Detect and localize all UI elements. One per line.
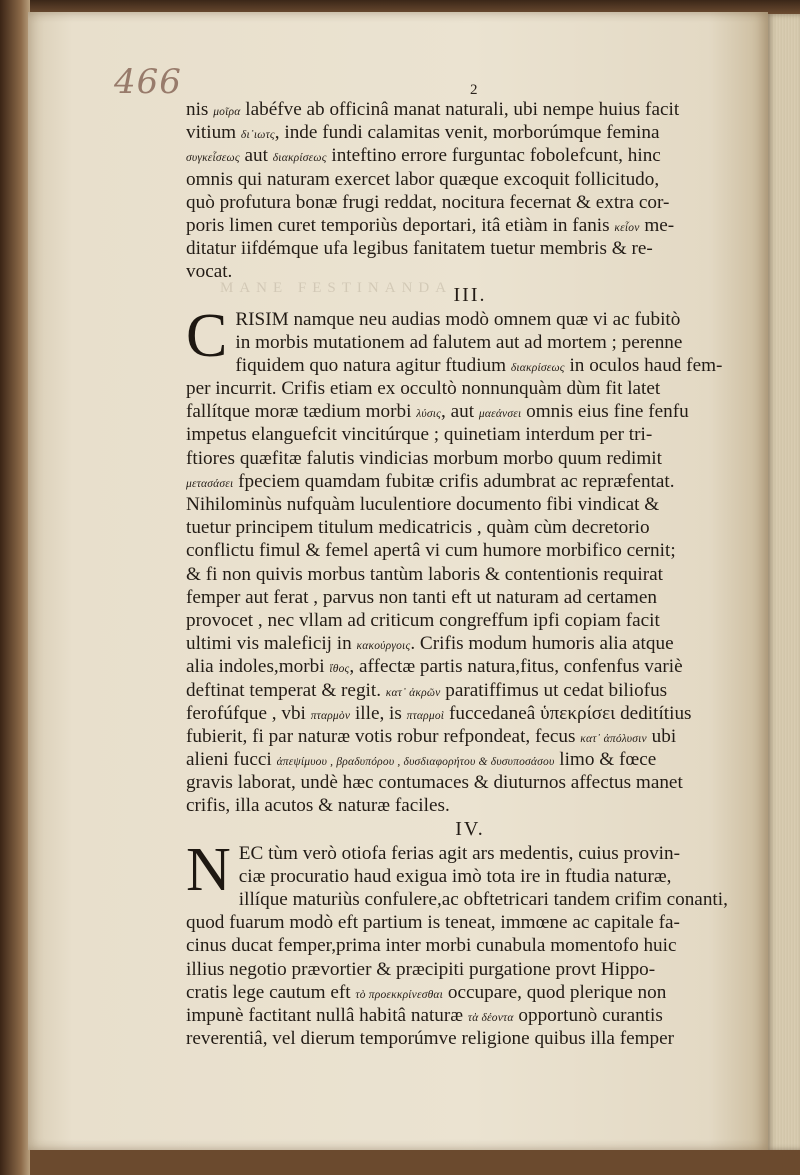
greek-term: διακρίσεως: [272, 152, 327, 165]
text-line: [186, 842, 754, 865]
latin-text: alia indoles,morbi: [186, 656, 330, 678]
text-line: [186, 981, 754, 1004]
text-line: [186, 354, 754, 377]
text-line: [186, 958, 754, 981]
latin-text: in morbis mutationem ad falutem aut ad mortem ; perenne: [235, 331, 683, 353]
text-line: [186, 539, 754, 562]
page-edge-stack: [766, 14, 800, 1150]
text-line: [186, 214, 754, 237]
page-folio-number: 466: [114, 62, 182, 102]
text-line: [186, 609, 754, 632]
text-line: [186, 237, 754, 260]
latin-text: occupare, quod plerique non: [443, 981, 667, 1003]
latin-text: poris limen curet temporiùs deportari, itâ etiàm in fanis: [186, 214, 615, 236]
greek-term: ἀπεψίμυου , βραδυπόρου , δυσδιαφορήτου & δυσυποσάσου: [276, 756, 555, 769]
latin-text: crifis, illa acutos & naturæ faciles.: [186, 795, 450, 817]
latin-text: reverentiâ, vel dierum temporúmve religione quibus illa femper: [186, 1028, 675, 1050]
latin-text: ferofúfque , vbi: [186, 702, 311, 724]
latin-text: deftinat temperat & regit.: [186, 679, 386, 701]
greek-term: τὰ δέοντα: [467, 1011, 514, 1024]
text-line: [186, 470, 754, 493]
latin-text: RISIM namque neu audias modò omnem quæ vi ac fubitò: [235, 308, 681, 330]
text-line: [186, 98, 754, 121]
latin-text: . Crifis modum humoris alia atque: [410, 633, 674, 655]
latin-text: vocat.: [186, 261, 233, 283]
text-line: [186, 655, 754, 678]
latin-text: inteftino errore furguntac fobolefcunt, hinc: [326, 145, 661, 167]
latin-text: omnis eius fine fenfu: [521, 401, 689, 423]
signature-mark: 2: [470, 82, 478, 98]
latin-text: fallítque moræ tædium morbi: [186, 401, 417, 423]
latin-text: nis: [186, 99, 214, 120]
latin-text: vitium: [186, 122, 241, 144]
latin-text: illíque maturiùs confulere,ac obftetricari tandem crifim conanti,: [238, 889, 728, 910]
latin-text: conflictu fimul & femel apertâ vi cum humore morbifico cernit;: [186, 540, 676, 562]
greek-term: συγκεἶσεως: [186, 152, 240, 165]
text-line: [186, 493, 754, 516]
greek-term: κατ᾽ ἀπόλυσιν: [580, 732, 647, 745]
text-line: [186, 447, 754, 470]
paragraph-section-iii: [186, 308, 754, 818]
text-line: [186, 911, 754, 934]
latin-text: ftiores quæfitæ falutis vindicias morbum morbo quum redimit: [186, 447, 662, 469]
latin-text: fuccedaneâ ὑπεκρίσει deditítius: [444, 702, 692, 724]
latin-text: quò profutura bonæ frugi reddat, nocitura fecernat & extra cor-: [186, 191, 670, 213]
greek-term: δι᾽ιωτς: [240, 129, 275, 142]
latin-text: Nihilominùs nufquàm luculentiore documento fibi vindicat &: [186, 494, 660, 515]
text-line: [186, 748, 754, 771]
text-line: [186, 1027, 754, 1050]
greek-term: κεἶον: [614, 221, 640, 234]
latin-text: fpeciem quamdam fubitæ crifis adumbrat ac repræfentat.: [233, 470, 675, 492]
latin-text: alieni fucci: [186, 749, 277, 771]
text-line: [186, 771, 754, 794]
text-line: [186, 144, 754, 167]
text-line: [186, 191, 754, 214]
text-line: [186, 423, 754, 446]
text-line: [186, 400, 754, 423]
text-line: [186, 563, 754, 586]
latin-text: cratis lege cautum eft: [186, 981, 356, 1003]
latin-text: impunè factitant nullâ habitâ naturæ: [186, 1004, 468, 1026]
text-line: [186, 516, 754, 539]
greek-term: κατ᾽ ἀκρῶν: [385, 686, 441, 699]
latin-text: provocet , nec vllam ad criticum congreffum ipfi copiam facit: [186, 609, 660, 631]
latin-text: fubierit, fi par naturæ votis robur refpondeat, fecus: [186, 725, 581, 747]
page-text-block: [186, 98, 754, 1050]
text-line: [186, 308, 754, 331]
latin-text: opportunò curantis: [513, 1004, 663, 1026]
latin-text: ille, is: [350, 702, 407, 724]
latin-text: in oculos haud fem-: [564, 354, 723, 376]
greek-term: ἴθος: [329, 663, 350, 676]
greek-term: μοῖρα: [213, 106, 241, 118]
drop-cap-n: N: [186, 841, 231, 904]
latin-text: ultimi vis maleficij in: [186, 633, 357, 655]
latin-text: paratiffimus ut cedat biliofus: [440, 679, 668, 701]
text-line: [186, 121, 754, 144]
text-line: [186, 679, 754, 702]
drop-cap-c: C: [186, 307, 228, 370]
section-heading-iv: IV.: [455, 817, 485, 840]
greek-term: τὸ προεκκρίνεσθαι: [355, 988, 444, 1001]
latin-text: omnis qui naturam exercet labor quæque excoquit follicitudo,: [186, 168, 660, 190]
latin-text: , inde fundi calamitas venit, morborúmque femina: [274, 122, 660, 144]
greek-term: μαεάνσει: [478, 408, 522, 421]
greek-term: μετασάσει: [186, 477, 234, 490]
latin-text: gravis laborat, undè hæc contumaces & diuturnos affectus manet: [186, 772, 683, 794]
latin-text: per incurrit. Crifis etiam ex occultò nonnunquàm dùm fit latet: [186, 378, 661, 400]
text-line: [186, 331, 754, 354]
latin-text: ciæ procuratio haud exigua imò tota ire in ftudia naturæ,: [238, 865, 672, 887]
latin-text: femper aut ferat , parvus non tanti eft ut naturam ad certamen: [186, 586, 657, 608]
text-line: [186, 934, 754, 957]
latin-text: limo & fœce: [554, 749, 657, 771]
text-line: [186, 632, 754, 655]
paragraph-intro: [186, 98, 754, 284]
greek-term: κακούργοις: [356, 640, 411, 653]
text-line: [186, 865, 754, 888]
bleed-through-text: MANE FESTINANDA: [220, 280, 453, 296]
latin-text: aut: [239, 145, 273, 167]
binding-gutter: [0, 0, 30, 1175]
greek-term: πταρμὸν: [310, 709, 351, 722]
latin-text: cinus ducat femper,prima inter morbi cunabula momentofo huic: [186, 935, 677, 957]
latin-text: labéfve ab officinâ manat naturali, ubi nempe huius facit: [240, 99, 680, 120]
text-line: [186, 260, 754, 283]
latin-text: , aut: [441, 401, 479, 423]
paragraph-section-iv: [186, 842, 754, 1051]
latin-text: EC tùm verò otiofa ferias agit ars medentis, cuius provin-: [238, 842, 680, 864]
text-line: [186, 725, 754, 748]
greek-term: πταρμοὶ: [406, 709, 445, 722]
greek-term: λύσις: [416, 408, 442, 421]
latin-text: quod fuarum modò eft partium is teneat, immœne ac capitale fa-: [186, 912, 680, 934]
text-line: [186, 702, 754, 725]
latin-text: & fi non quivis morbus tantùm laboris & contentionis requirat: [186, 563, 663, 585]
latin-text: , affectæ partis natura,fitus, confenfus variè: [349, 656, 683, 678]
latin-text: me-: [639, 214, 675, 236]
latin-text: impetus elanguefcit vincitúrque ; quinetiam interdum per tri-: [186, 424, 653, 446]
latin-text: fiquidem quo natura agitur ftudium: [235, 354, 511, 376]
text-line: [186, 586, 754, 609]
text-line: [186, 888, 754, 911]
text-line: [186, 377, 754, 400]
text-line: [186, 168, 754, 191]
latin-text: ubi: [646, 725, 677, 747]
latin-text: ditatur iifdémque ufa legibus fanitatem tuetur membris & re-: [186, 238, 653, 260]
latin-text: illius negotio prævortier & præcipiti purgatione provt Hippo-: [186, 958, 656, 980]
latin-text: tuetur principem titulum medicatricis , quàm cùm decretorio: [186, 517, 650, 539]
text-line: [186, 794, 754, 817]
text-line: [186, 1004, 754, 1027]
greek-term: διακρίσεως: [510, 361, 565, 374]
section-heading-iii: III.: [453, 283, 487, 306]
